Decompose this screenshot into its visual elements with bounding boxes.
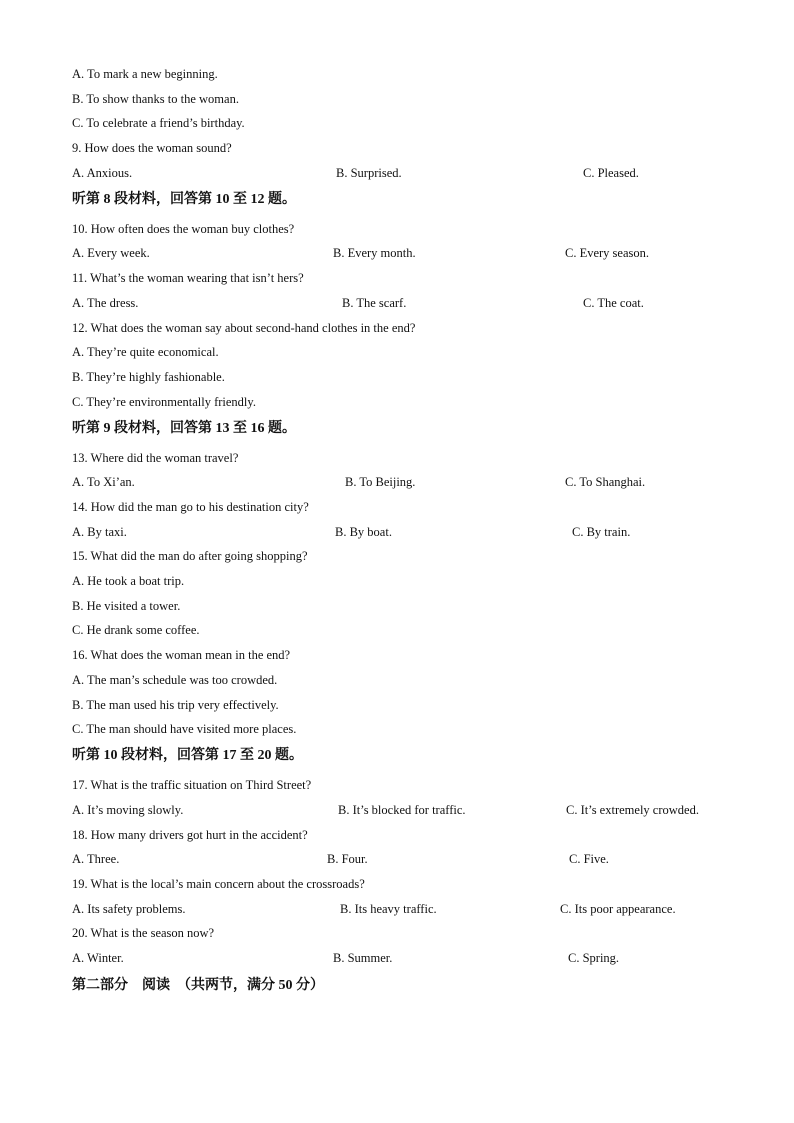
q16-option-a: A. The man’s schedule was too crowded. [72,673,278,687]
q10-option-b: B. Every month. [333,246,416,260]
q16-question: 16. What does the woman mean in the end? [72,648,291,662]
q10-option-c: C. Every season. [565,246,650,260]
q9-question: 9. How does the woman sound? [72,141,232,155]
q20-option-c: C. Spring. [568,951,620,965]
q13-option-b: B. To Beijing. [345,475,416,489]
q9-option-c: C. Pleased. [583,166,639,180]
q15-option-b: B. He visited a tower. [72,599,181,613]
q12-question: 12. What does the woman say about second-hand clothes in the end? [72,321,416,335]
q18-option-c: C. Five. [569,852,609,866]
q11-option-c: C. The coat. [583,296,644,310]
q15-option-a: A. He took a boat trip. [72,574,185,588]
q19-option-c: C. Its poor appearance. [560,902,676,916]
q12-option-a: A. They’re quite economical. [72,345,219,359]
q15-question: 15. What did the man do after going shopping? [72,549,308,563]
q10-option-a: A. Every week. [72,246,150,260]
q19-option-a: A. Its safety problems. [72,902,186,916]
q16-option-b: B. The man used his trip very effectively. [72,698,279,712]
q14-option-a: A. By taxi. [72,525,127,539]
q9-option-b: B. Surprised. [336,166,402,180]
q18-question: 18. How many drivers got hurt in the accident? [72,828,308,842]
q8-option-c: C. To celebrate a friend’s birthday. [72,116,245,130]
q14-option-c: C. By train. [572,525,631,539]
q18-option-b: B. Four. [327,852,368,866]
q10-question: 10. How often does the woman buy clothes? [72,222,295,236]
q20-question: 20. What is the season now? [72,926,215,940]
q19-question: 19. What is the local’s main concern about the crossroads? [72,877,365,891]
q17-option-c: C. It’s extremely crowded. [566,803,699,817]
q13-option-c: C. To Shanghai. [565,475,646,489]
q12-option-b: B. They’re highly fashionable. [72,370,225,384]
q11-question: 11. What’s the woman wearing that isn’t hers? [72,271,304,285]
q12-option-c: C. They’re environmentally friendly. [72,395,256,409]
q16-option-c: C. The man should have visited more places. [72,722,297,736]
q11-option-a: A. The dress. [72,296,139,310]
section-heading-9: 听第 9 段材料，回答第 13 至 16 题。 [72,421,296,436]
q20-option-a: A. Winter. [72,951,124,965]
q15-option-c: C. He drank some coffee. [72,623,200,637]
q8-option-b: B. To show thanks to the woman. [72,92,239,106]
q14-question: 14. How did the man go to his destination city? [72,500,309,514]
section-heading-8: 听第 8 段材料，回答第 10 至 12 题。 [72,192,296,207]
q17-option-a: A. It’s moving slowly. [72,803,184,817]
section-heading-10: 听第 10 段材料，回答第 17 至 20 题。 [72,748,303,763]
q19-option-b: B. Its heavy traffic. [340,902,437,916]
q8-option-a: A. To mark a new beginning. [72,67,218,81]
q17-question: 17. What is the traffic situation on Third Street? [72,778,312,792]
q13-question: 13. Where did the woman travel? [72,451,239,465]
q20-option-b: B. Summer. [333,951,393,965]
q13-option-a: A. To Xi’an. [72,475,135,489]
q18-option-a: A. Three. [72,852,120,866]
q14-option-b: B. By boat. [335,525,392,539]
q9-option-a: A. Anxious. [72,166,133,180]
part2-heading: 第二部分 阅读 （共两节，满分 50 分） [72,978,324,993]
q17-option-b: B. It’s blocked for traffic. [338,803,466,817]
q11-option-b: B. The scarf. [342,296,407,310]
